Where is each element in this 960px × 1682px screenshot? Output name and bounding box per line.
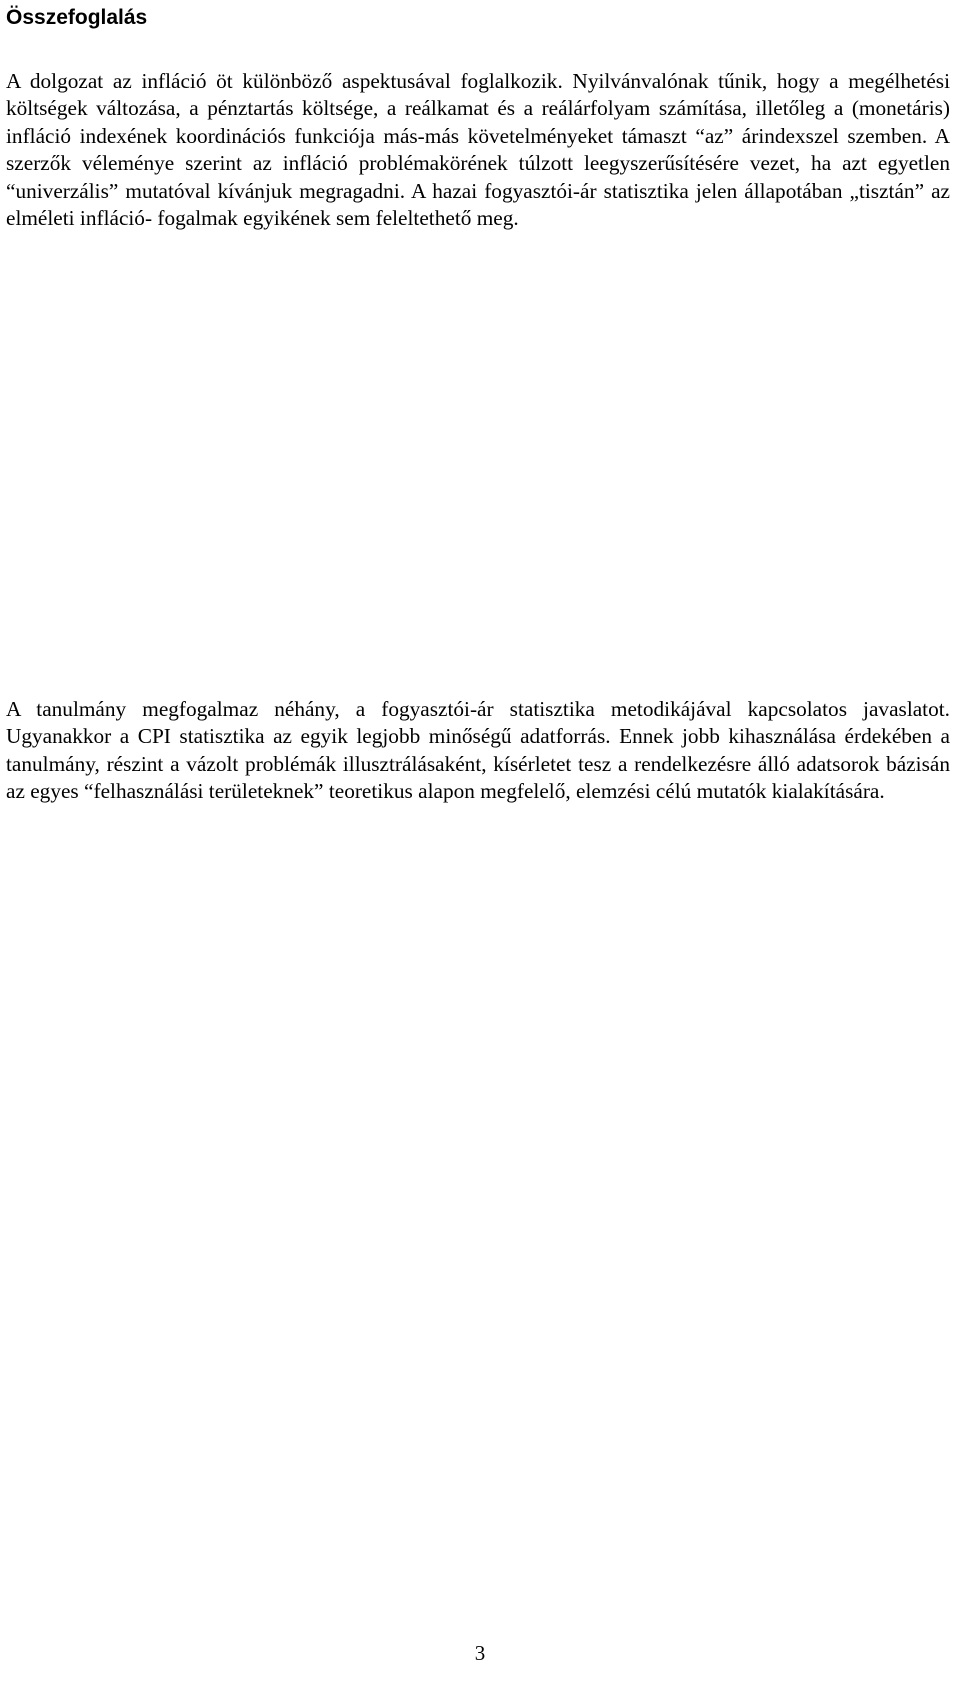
section-heading: Összefoglalás (6, 6, 148, 29)
summary-paragraph-2: A tanulmány megfogalmaz néhány, a fogyasztói-ár statisztika metodikájával kapcsolatos javaslatot. Ugyanakkor a CPI statisztika az egyik legjobb minőségű adatforrás. Ennek jobb kihasználása érdekében a tanulmány, részint a vázolt problémák illusztrálásaként, kísérletet tesz a rendelkezésre álló adatsorok bázisán az egyes “felhasználási területeknek” teoretikus alapon megfelelő, elemzési célú mutatók kialakítására. (6, 697, 950, 804)
summary-paragraph-1: A dolgozat az infláció öt különböző aspektusával foglalkozik. Nyilvánvalónak tűnik, hogy a megélhetési költségek változása, a pénztartás költsége, a reálkamat és a reálárfolyam számítása, illetőleg a (monetáris) infláció indexének koordinációs funkciója más-más követelményeket támaszt “az” árindexszel szemben. A szerzők véleménye szerint az infláció problémakörének túlzott leegyszerűsítésére vezet, ha azt egyetlen “univerzális” mutatóval kívánjuk megragadni. A hazai fogyasztói-ár statisztika jelen állapotában „tisztán” az elméleti infláció- fogalmak egyikének sem feleltethető meg. (6, 69, 950, 231)
document-page (6, 0, 954, 1682)
page-number: 3 (474, 1641, 486, 1665)
